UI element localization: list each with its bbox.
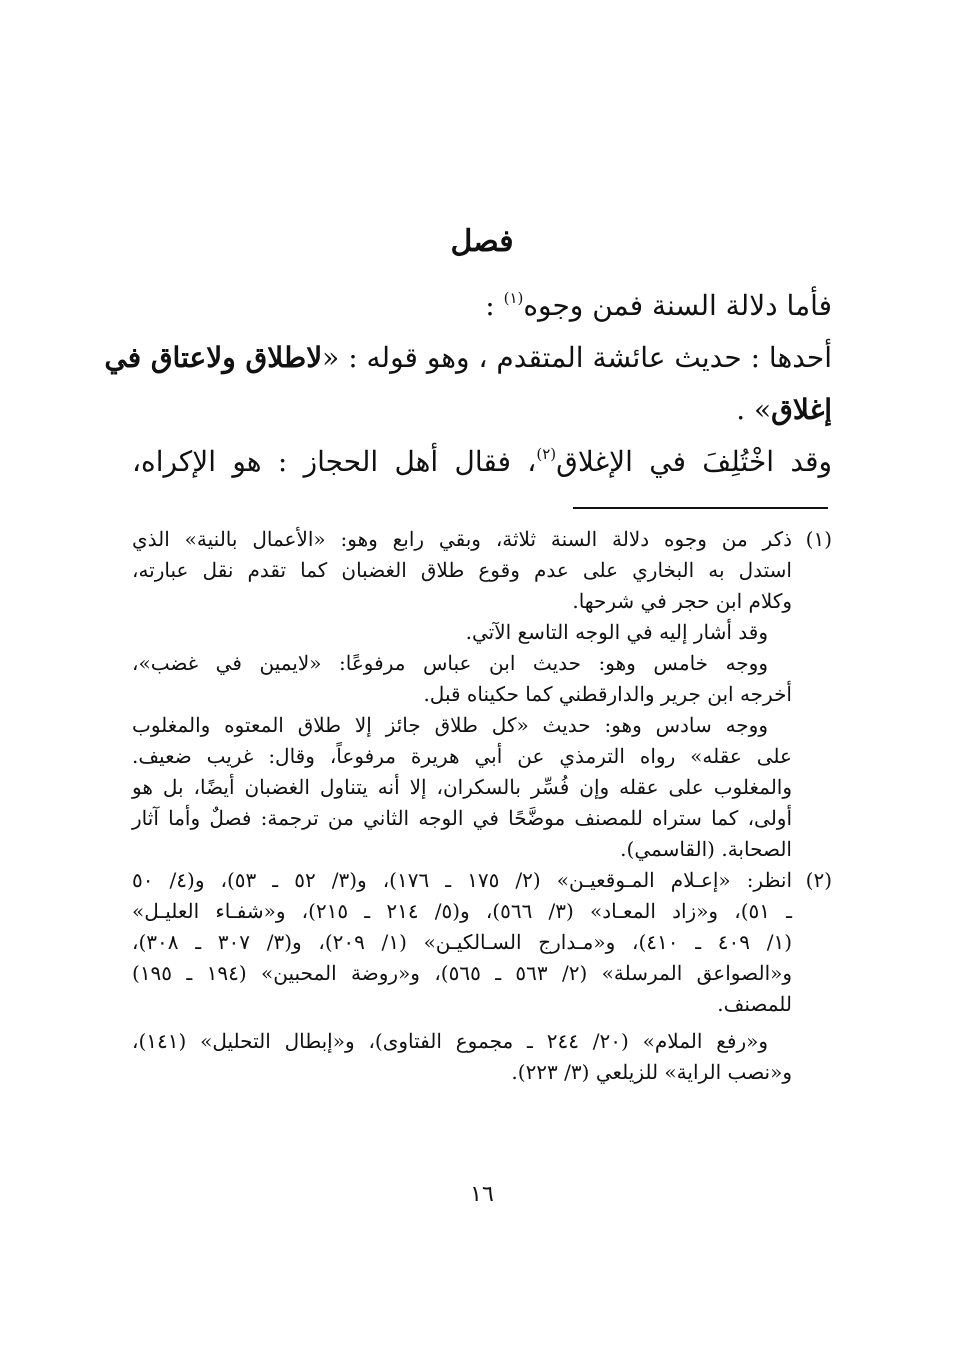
footnote-1 xyxy=(132,524,832,865)
footnote-1-line: على عقله» رواه الترمذي عن أبي هريرة مرفوعاً، وقال: غريب ضعيف. xyxy=(132,744,792,768)
footnote-1-line: والمغلوب على عقله وإن فُسِّر بالسكران، إلا أنه يتناول الغضبان أيضًا، بل هو xyxy=(132,775,792,799)
body-line-1-text: فأما دلالة السنة فمن وجوه xyxy=(523,289,832,322)
footnote-ref-1[interactable]: (١) xyxy=(503,289,524,307)
footnote-2-line: للمصنف. xyxy=(717,992,792,1016)
main-text xyxy=(104,280,833,488)
footnote-2-line: انظر: «إعـلام المـوقعيـن» (٢/ ١٧٥ ـ ١٧٦)، و(٣/ ٥٢ ـ ٥٣)، و(٤/ ٥٠ xyxy=(132,868,793,892)
footnote-2-line: و«رفع الملام» (٢٠/ ٢٤٤ ـ مجموع الفتاوى)، و«إبطال التحليل» (١٤١)، xyxy=(132,1029,768,1053)
body-line-4 xyxy=(132,436,832,488)
footnote-1-line: وقد أشار إليه في الوجه التاسع الآتي. xyxy=(465,620,768,644)
footnote-1-line: الصحابة. (القاسمي). xyxy=(620,837,792,861)
footnote-2 xyxy=(132,865,832,1088)
footnote-1-number: (١) xyxy=(805,527,832,551)
footnotes xyxy=(132,524,832,1088)
footnote-2-line: و«الصواعق المرسلة» (٢/ ٥٦٣ ـ ٥٦٥)، و«روضة المحبين» (١٩٤ ـ ١٩٥) xyxy=(132,961,793,985)
footnote-2-line: (١/ ٤٠٩ ـ ٤١٠)، و«مـدارج السـالكيـن» (١/ ٢٠٩)، و(٣/ ٣٠٧ ـ ٣٠٨)، xyxy=(132,930,793,954)
footnote-1-line: أخرجه ابن جرير والدارقطني كما حكيناه قبل. xyxy=(423,682,792,706)
footnote-2-line: ـ ٥١)، و«زاد المعـاد» (٣/ ٥٦٦)، و(٥/ ٢١٤ ـ ٢١٥)، و«شفـاء العليـل» xyxy=(132,899,793,923)
footnote-2-line: و«نصب الراية» للزيلعي (٣/ ٢٢٣). xyxy=(511,1060,792,1084)
body-line-1-after: : xyxy=(485,289,504,322)
page-number: ١٦ xyxy=(470,1182,494,1207)
footnote-1-line: ووجه خامس وهو: حديث ابن عباس مرفوعًا: «لايمين في غضب»، xyxy=(132,651,768,675)
footnote-1-line: استدل به البخاري على عدم وقوع طلاق الغضبان كما تقدم نقل عبارته، xyxy=(132,558,792,582)
body-line-4-after: ، فقال أهل الحجاز : هو الإكراه، xyxy=(132,445,537,478)
footnote-2-number: (٢) xyxy=(805,868,832,892)
body-line-2-text: أحدها : حديث عائشة المتقدم ، وهو قوله : « xyxy=(322,341,832,374)
footnote-1-line: وكلام ابن حجر في شرحها. xyxy=(572,589,792,613)
hadith-quote-end: إغلاق xyxy=(771,393,832,426)
hadith-quote-start: لاطلاق ولاعتاق في xyxy=(104,341,323,374)
body-line-1 xyxy=(132,280,832,332)
body-line-4-before: وقد اخْتُلِفَ في الإغلاق xyxy=(556,445,833,478)
footnote-1-line: أولى، كما ستراه للمصنف موضَّحًا في الوجه الثاني من ترجمة: فصلٌ وأما آثار xyxy=(132,806,792,830)
footnote-1-line: ذكر من وجوه دلالة السنة ثلاثة، وبقي رابع وهو: «الأعمال بالنية» الذي xyxy=(132,527,793,551)
footnote-ref-2[interactable]: (٢) xyxy=(536,445,557,463)
body-line-3 xyxy=(132,384,832,436)
body-line-2 xyxy=(104,332,832,384)
footnote-separator xyxy=(573,507,828,509)
footnote-1-line: ووجه سادس وهو: حديث «كل طلاق جائز إلا طلاق المعتوه والمغلوب xyxy=(132,713,768,737)
body-line-3-after: » . xyxy=(736,393,772,426)
section-heading: فصل xyxy=(450,224,514,259)
